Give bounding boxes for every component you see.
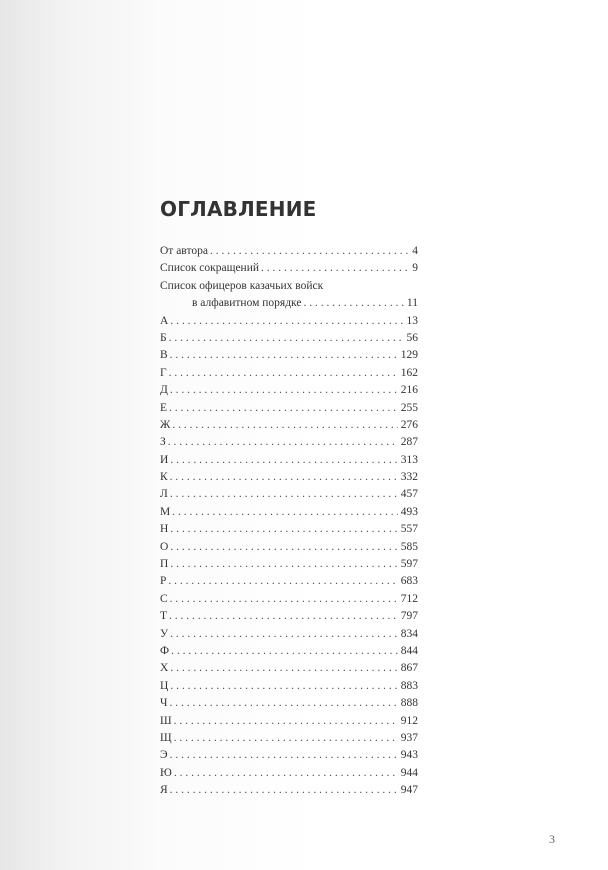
dot-leader [174, 713, 398, 730]
dot-leader [174, 765, 398, 782]
toc-entry-page: 557 [400, 523, 418, 536]
dot-leader [170, 747, 398, 764]
toc-entry [160, 347, 418, 364]
toc-entry-page: 493 [400, 505, 418, 518]
toc-entry-page: 844 [400, 644, 418, 657]
toc-entry [160, 400, 418, 417]
toc-entry [160, 330, 418, 347]
toc-entry-page: 216 [400, 384, 418, 397]
dot-leader [172, 417, 397, 434]
toc-entry-page: 255 [400, 401, 418, 414]
toc-entry-label: Ж [160, 418, 171, 431]
toc-entry-page: 313 [400, 453, 418, 466]
toc-entry-page: 11 [406, 297, 418, 310]
dot-leader [170, 347, 398, 364]
toc-entry [160, 278, 418, 295]
toc-entry-page: 9 [412, 262, 418, 275]
toc-entry [160, 765, 418, 782]
toc-entry-page: 943 [400, 749, 418, 762]
toc-entry [160, 469, 418, 486]
toc-entry-label: С [160, 592, 168, 605]
toc-entry-label: Г [160, 366, 167, 379]
toc-entry-page: 457 [400, 488, 418, 501]
dot-leader [170, 469, 398, 486]
toc-entry-page: 944 [400, 766, 418, 779]
toc-entry [160, 382, 418, 399]
toc-entry-page: 13 [406, 314, 418, 327]
toc-entry [160, 452, 418, 469]
toc-entry-page: 287 [400, 436, 418, 449]
toc-entry-label: Я [160, 784, 168, 797]
page-number: 3 [549, 832, 555, 846]
toc-entry [160, 626, 418, 643]
toc-entry [160, 521, 418, 538]
toc-entry-label: Ч [160, 697, 168, 710]
dot-leader [168, 573, 397, 590]
dot-leader [172, 504, 398, 521]
toc-entry-label: Е [160, 401, 168, 414]
toc-entry [160, 504, 418, 521]
toc-entry-label: М [160, 505, 171, 518]
toc-entry-page: 597 [400, 558, 418, 571]
dot-leader [169, 330, 404, 347]
toc-entry-label: Ф [160, 644, 170, 657]
toc-entry-label: Р [160, 575, 167, 588]
toc-entry-label: Щ [160, 731, 172, 744]
dot-leader [170, 678, 397, 695]
dot-leader [303, 295, 403, 312]
toc-entry-page: 797 [400, 610, 418, 623]
toc-entry [160, 486, 418, 503]
toc-entry-label: В [160, 349, 168, 362]
dot-leader [174, 730, 398, 747]
toc-entry [160, 434, 418, 451]
toc-entry-label: З [160, 436, 166, 449]
toc-entry-page: 332 [400, 471, 418, 484]
toc-entry [160, 573, 418, 590]
toc-entry [160, 678, 418, 695]
toc-entry-label: Б [160, 331, 167, 344]
toc-entry [160, 260, 418, 277]
toc-entry [160, 243, 418, 260]
toc-entry-label: Д [160, 384, 168, 397]
toc-entry-page: 867 [400, 662, 418, 675]
toc-entry-label: А [160, 314, 169, 327]
toc-entry [160, 782, 418, 799]
toc-entry-label: Ц [160, 679, 169, 692]
toc-entry-page: 276 [400, 418, 418, 431]
dot-leader [170, 486, 398, 503]
toc-entry [160, 313, 418, 330]
dot-leader [170, 782, 398, 799]
toc-entry-label: Т [160, 610, 168, 623]
toc-entry [160, 295, 418, 312]
toc-entry [160, 608, 418, 625]
toc-entry-label: Список сокращений [160, 262, 260, 275]
toc-entry [160, 365, 418, 382]
dot-leader [170, 452, 397, 469]
toc-entry-page: 937 [400, 731, 418, 744]
table-of-contents [160, 243, 418, 800]
toc-entry-label: Э [160, 749, 168, 762]
toc-entry-page: 4 [412, 245, 418, 257]
dot-leader [170, 313, 403, 330]
toc-entry [160, 556, 418, 573]
toc-entry-label: Н [160, 523, 169, 536]
toc-entry [160, 747, 418, 764]
toc-entry-page: 683 [400, 575, 418, 588]
dot-leader [170, 660, 397, 677]
dot-leader [169, 695, 397, 712]
toc-entry [160, 730, 418, 747]
dot-leader [210, 243, 409, 260]
toc-entry-label: И [160, 453, 169, 466]
toc-entry-label: в алфавитном порядке [192, 297, 302, 310]
toc-entry-page: 883 [400, 679, 418, 692]
dot-leader [169, 365, 398, 382]
toc-entry-label: К [160, 471, 168, 484]
toc-entry-label: О [160, 540, 169, 553]
dot-leader [170, 539, 397, 556]
dot-leader [170, 556, 397, 573]
toc-entry-page: 162 [400, 366, 418, 379]
toc-entry [160, 591, 418, 608]
toc-entry-page: 888 [400, 697, 418, 710]
toc-entry [160, 713, 418, 730]
toc-entry-label: Список офицеров казачьих войск [160, 279, 324, 292]
toc-entry-page: 56 [406, 331, 418, 344]
toc-entry [160, 539, 418, 556]
toc-entry [160, 660, 418, 677]
dot-leader [171, 643, 398, 660]
toc-entry-label: Х [160, 662, 169, 675]
toc-entry-label: П [160, 558, 169, 571]
toc-entry-label: Ю [160, 766, 172, 779]
toc-entry-page: 585 [400, 540, 418, 553]
toc-entry-label: У [160, 627, 169, 640]
toc-entry-page: 947 [400, 784, 418, 797]
toc-entry-page: 912 [400, 714, 418, 727]
toc-entry-label: От автора [160, 245, 208, 257]
dot-leader [170, 591, 398, 608]
toc-entry-page: 834 [400, 627, 418, 640]
toc-entry [160, 643, 418, 660]
toc-entry [160, 417, 418, 434]
dot-leader [261, 260, 409, 277]
dot-leader [170, 626, 398, 643]
page-title: ОГЛАВЛЕНИЕ [160, 197, 317, 221]
dot-leader [168, 434, 398, 451]
toc-entry-label: Ш [160, 714, 172, 727]
dot-leader [170, 382, 398, 399]
toc-entry-page: 712 [400, 592, 418, 605]
toc-entry-page: 129 [400, 349, 418, 362]
dot-leader [169, 608, 398, 625]
toc-entry [160, 695, 418, 712]
toc-entry-label: Л [160, 488, 168, 501]
dot-leader [170, 521, 397, 538]
dot-leader [169, 400, 398, 417]
